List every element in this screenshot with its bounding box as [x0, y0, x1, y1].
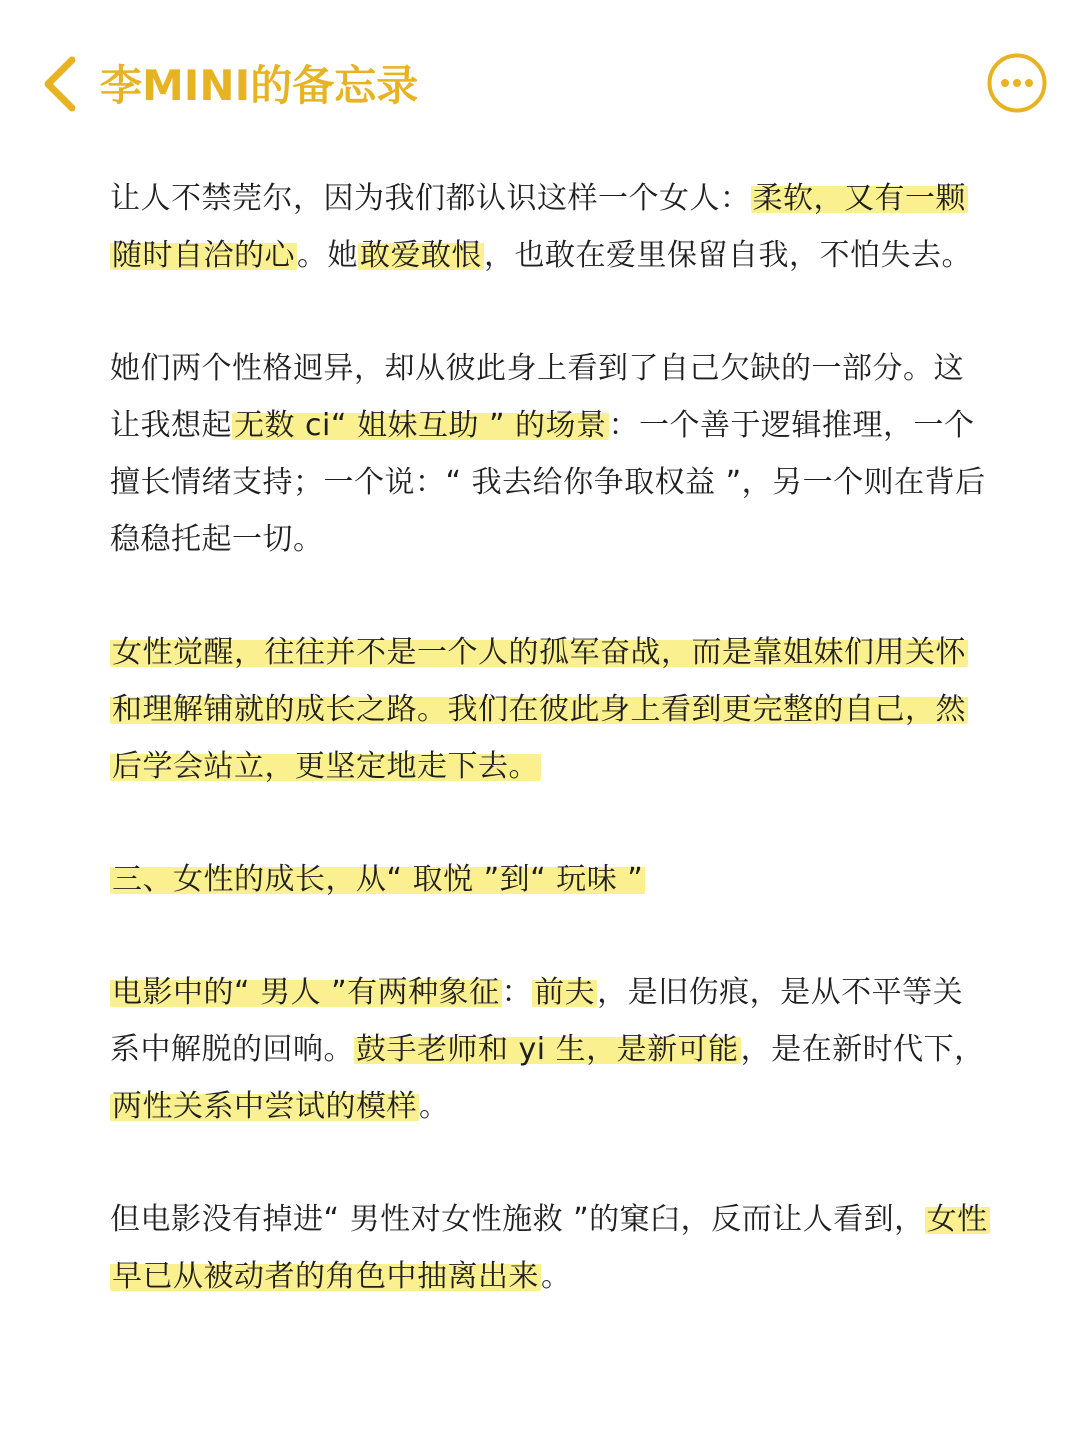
- note-content[interactable]: [110, 170, 990, 1361]
- chevron-left-icon: [40, 54, 80, 114]
- body-text: ：: [501, 975, 533, 1010]
- body-text: ，是旧伤痕，是从不平等关系中解脱的回响。: [110, 975, 964, 1067]
- body-text: 。: [541, 1259, 572, 1294]
- highlighted-text: 鼓手老师和 yi 生，是新可能: [356, 1032, 739, 1067]
- body-text: 让人不禁莞尔，因为我们都认识这样一个女人：: [110, 181, 751, 216]
- highlighted-text: 两性关系中尝试的模样: [112, 1089, 417, 1124]
- highlighted-text: 电影中的“ 男人 ”有两种象征: [112, 975, 500, 1010]
- section-heading: [110, 851, 990, 908]
- highlighted-text: 柔软，又有一颗随时自洽的心: [112, 181, 966, 273]
- body-text: 但电影没有掉进“ 男性对女性施救 ”的窠臼，反而让人看到，: [110, 1202, 925, 1237]
- top-bar: [0, 0, 1080, 160]
- more-options-button[interactable]: [986, 52, 1048, 114]
- body-text: 。她: [297, 238, 358, 273]
- paragraph-5: [110, 1191, 990, 1305]
- paragraph-4: [110, 964, 990, 1135]
- highlighted-text: 前夫: [534, 975, 596, 1010]
- highlighted-text: 女性早已从被动者的角色中抽离出来: [112, 1202, 988, 1294]
- paragraph-1: [110, 170, 990, 284]
- body-text: ，也敢在爱里保留自我，不怕失去。: [484, 238, 972, 273]
- body-text: ：一个善于逻辑推理，一个擅长情绪支持；一个说：“ 我去给你争取权益 ”，另一个则在背后稳稳托起一切。: [110, 408, 986, 557]
- paragraph-2: [110, 340, 990, 568]
- highlighted-text: 三、女性的成长，从“ 取悦 ”到“ 玩味 ”: [112, 862, 644, 897]
- body-text: ，是在新时代下，: [740, 1032, 985, 1067]
- highlighted-text: 女性觉醒，往往并不是一个人的孤军奋战，而是靠姐妹们用关怀和理解铺就的成长之路。我们在彼此身上看到更完整的自己，然后学会站立，更坚定地走下去。: [112, 635, 966, 784]
- body-text: 她们两个性格迥异，却从彼此身上看到了自己欠缺的一部分。这让我想起: [110, 351, 964, 443]
- body-text: 。: [419, 1089, 450, 1124]
- paragraph-3: [110, 624, 990, 795]
- highlighted-text: 敢爱敢恨: [360, 238, 482, 273]
- page-title: 李MINI的备忘录: [100, 61, 419, 110]
- back-button[interactable]: [30, 52, 90, 116]
- ellipsis-circle-icon: [986, 52, 1048, 114]
- highlighted-text: 无数 ci“ 姐妹互助 ” 的场景: [234, 408, 607, 443]
